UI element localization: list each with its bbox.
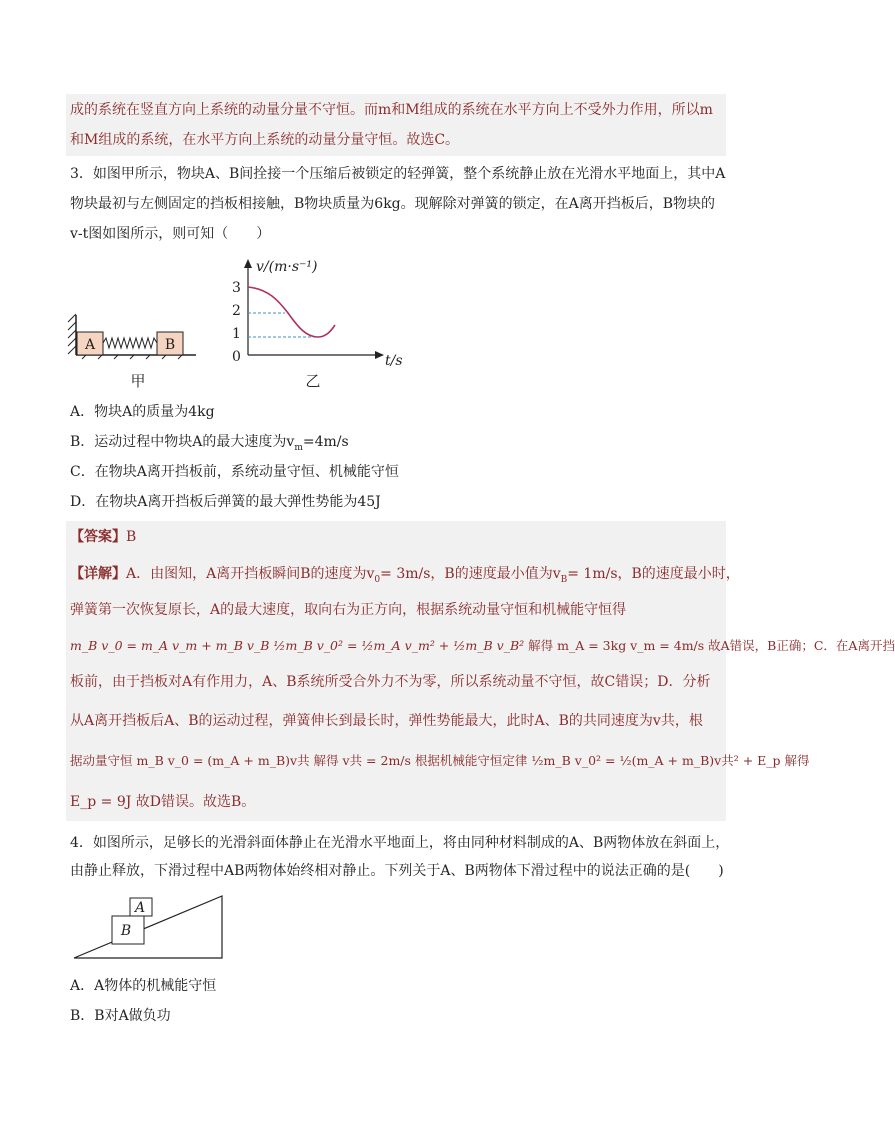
x-axis-arrow bbox=[375, 351, 384, 359]
q3-stem-2: 物块最初与左侧固定的挡板相接触，B物块质量为6kg。现解除对弹簧的锁定，在A离开挡板后，B物块的 bbox=[70, 196, 716, 212]
q3-stem-1: 3．如图甲所示，物块A、B间拴接一个压缩后被锁定的轻弹簧，整个系统静止放在光滑水平地面上，其中A bbox=[70, 166, 726, 182]
q3-detail-5: 从A离开挡板后A、B的运动过程，弹簧伸长到最长时，弹性势能最大，此时A、B的共同速度为v共，根 bbox=[70, 713, 703, 729]
q3-detail-4: 板前，由于挡板对A有作用力，A、B系统所受合外力不为零，所以系统动量不守恒，故C错误；D．分析 bbox=[70, 674, 711, 690]
prev-answer-line-2: 和M组成的系统，在水平方向上系统的动量分量守恒。故选C。 bbox=[70, 132, 460, 148]
incline-label-a: A bbox=[134, 900, 146, 916]
q3-detail-2: 弹簧第一次恢复原长，A的最大速度，取向右为正方向，根据系统动量守恒和机械能守恒得 bbox=[70, 602, 627, 618]
tick-2: 2 bbox=[232, 303, 241, 319]
figure-spring-blocks bbox=[68, 310, 203, 390]
figure-caption-yi: 乙 bbox=[305, 372, 321, 390]
detail-1a: A．由图知，A离开挡板瞬间B的速度为v bbox=[126, 566, 375, 582]
q3-option-b bbox=[70, 432, 349, 458]
q4-option-b: B．B对A做负功 bbox=[70, 1008, 171, 1024]
q3-option-d: D．在物块A离开挡板后弹簧的最大弹性势能为45J bbox=[70, 494, 381, 510]
wall-hatch bbox=[68, 314, 76, 354]
q3-option-c: C．在物块A离开挡板前，系统动量守恒、机械能守恒 bbox=[70, 464, 399, 480]
answer-value: B bbox=[126, 529, 137, 545]
velocity-curve bbox=[248, 287, 335, 337]
q4-stem-1: 4．如图所示，足够长的光滑斜面体静止在光滑水平地面上，将由同种材料制成的A、B两物体放在斜面上， bbox=[70, 835, 730, 851]
answer-tag: 【答案】 bbox=[70, 529, 126, 545]
tick-1: 1 bbox=[232, 326, 241, 342]
figure-incline bbox=[70, 890, 230, 965]
q3-option-a: A．物块A的质量为4kg bbox=[70, 404, 215, 420]
q4-stem-2: 由静止释放，下滑过程中AB两物体始终相对静止。下列关于A、B两物体下滑过程中的说法正确的是( ) bbox=[70, 863, 724, 879]
x-axis-label: t/s bbox=[385, 353, 403, 369]
q3-option-b-text: B．运动过程中物块A的最大速度为v bbox=[70, 434, 295, 450]
detail-1c: = 1m/s，B的速度最小时， bbox=[567, 566, 740, 582]
detail-1b: = 3m/s，B的速度最小值为v bbox=[380, 566, 561, 582]
y-axis-label: v/(m·s⁻¹) bbox=[256, 259, 318, 275]
figure-vt-graph bbox=[228, 255, 408, 390]
q4-option-a: A．A物体的机械能守恒 bbox=[70, 978, 217, 994]
incline-label-b: B bbox=[120, 923, 132, 939]
detail-tag: 【详解】 bbox=[70, 566, 126, 582]
prev-answer-line-1: 成的系统在竖直方向上系统的动量分量不守恒。而m和M组成的系统在水平方向上不受外力作用，所以m bbox=[70, 102, 713, 118]
block-a-label: A bbox=[84, 337, 96, 353]
detail-3-tail: 解得 m_A = 3kg v_m = 4m/s 故A错误，B正确；C．在A离开挡 bbox=[528, 638, 895, 653]
tick-0: 0 bbox=[232, 349, 241, 365]
q3-detail-3 bbox=[70, 636, 895, 656]
q3-detail-6: 据动量守恒 m_B v_0 = (m_A + m_B)v共 解得 v共 = 2m/s 根据机械能守恒定律 ½m_B v_0² = ½(m_A + m_B)v共² + E_p 解得 bbox=[70, 753, 810, 768]
q3-detail-7: E_p = 9J 故D错误。故选B。 bbox=[70, 794, 256, 810]
q3-stem-3: v-t图如图所示，则可知（ ） bbox=[70, 226, 271, 242]
spring bbox=[103, 338, 157, 348]
q3-option-b-sub: m bbox=[294, 442, 303, 453]
q3-option-b-tail: =4m/s bbox=[302, 434, 349, 450]
q3-answer bbox=[70, 527, 136, 547]
tick-3: 3 bbox=[232, 280, 241, 296]
block-b-label: B bbox=[164, 337, 176, 353]
q3-detail-1: 【详解】A．由图知，A离开挡板瞬间B的速度为$v_0= 3m/s$，B的速度最小值为$v_B= 1m/s$，B的速度最小时， bbox=[70, 566, 740, 585]
detail-3-eq: m_B v_0 = m_A v_m + m_B v_B ½m_B v_0² = ½m_A v_m² + ½m_B v_B² bbox=[70, 638, 525, 653]
y-axis-arrow bbox=[244, 259, 252, 268]
figure-caption-jia: 甲 bbox=[130, 372, 146, 390]
